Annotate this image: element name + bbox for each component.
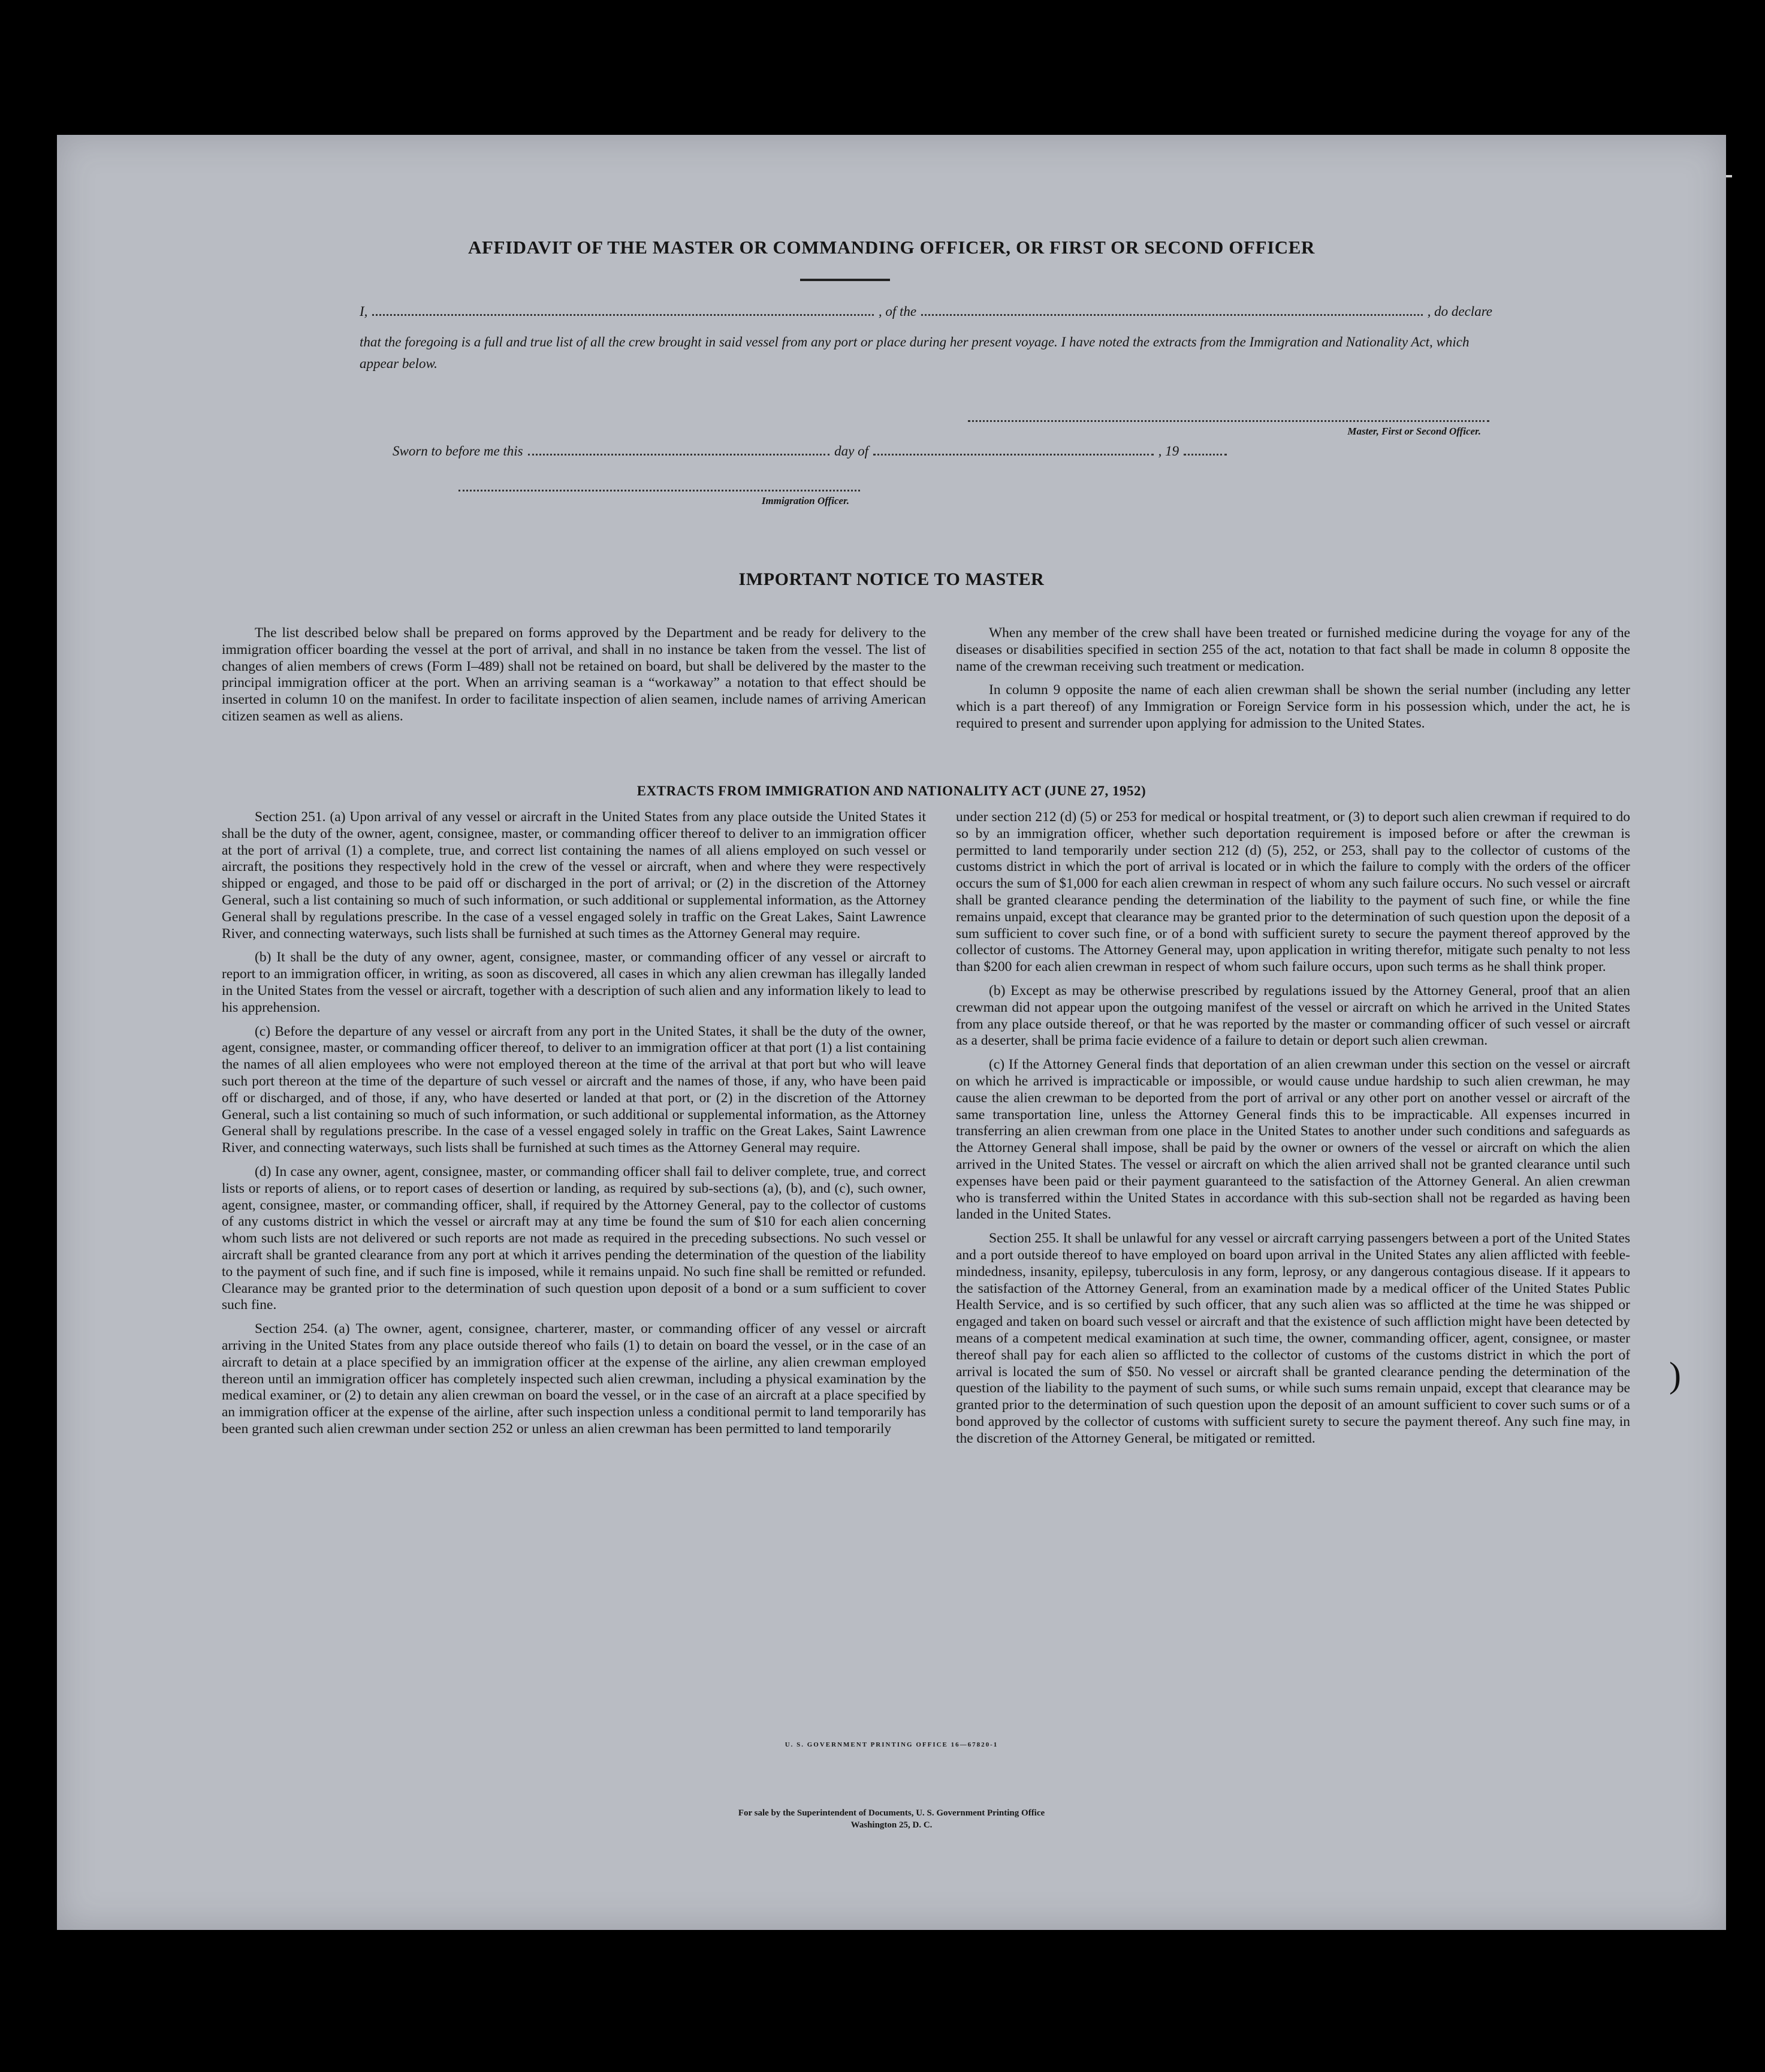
- notice-left-column: [222, 625, 926, 725]
- notice-paragraph: When any member of the crew shall have been treated or furnished medicine during the voyage for any of the diseases or disabilities specified in section 255 of the act, notation to that fact shall be made in column 8 opposite the name of the crewman receiving such treatment or medication.: [956, 625, 1630, 674]
- notice-right-column: [956, 625, 1630, 732]
- label-of-the: , of the: [878, 304, 917, 319]
- section-251-d: (d) In case any owner, agent, consignee, master, or commanding officer shall fail to deliver complete, true, and correct lists or reports of aliens, or to report cases of desertion or landing, as required by sub-sections (a), (b), and (c), such owner, agent, consignee, master, or commanding officer, shall, if required by the Attorney General, pay to the collector of customs of any customs district in which the vessel or aircraft may at any time be found the sum of $10 for each alien concerning whom such lists are not delivered or such reports are not made as required in the preceding subsections. No such vessel or aircraft shall be granted clearance from any port at which it arrives pending the determination of the question of the liability to the payment of such fine, and if such fine is imposed, while it remains unpaid. No such fine shall be remitted or refunded. Clearance may be granted prior to the determination of such question upon deposit of a bond or a sum sufficient to cover such fine.: [222, 1163, 926, 1313]
- title-rule: [800, 279, 890, 281]
- document-page: [57, 135, 1726, 1930]
- sale-line-1: For sale by the Superintendent of Documents, U. S. Government Printing Office: [738, 1808, 1045, 1818]
- section-255: Section 255. It shall be unlawful for any vessel or aircraft carrying passengers between a port of the United States and a port outside thereof to have employed on board upon arrival in the United States any alien afflicted with feeble-mindedness, insanity, epilepsy, tuberculosis in any form, leprosy, or any dangerous contagious disease. If it appears to the satisfaction of the Attorney General, from an examination made by a medical officer of the United States Public Health Service, and is so certified by such officer, that any such alien was so afflicted at the time he was shipped or engaged and taken on board such vessel or aircraft and that the existence of such affliction might have been detected by means of a competent medical examination at such time, the owner, commanding officer, agent, consignee, or master thereof shall pay for each alien so afflicted to the collector of customs of the customs district in which the port of arrival is located the sum of $50. No vessel or aircraft shall be granted clearance pending the determination of the question of the liability to the payment of such sums, or while such sums remain unpaid, except that clearance may be granted prior to the determination of such question upon the deposit of an amount sufficient to cover such sums or of a bond approved by the collector of customs with sufficient surety to secure the payment thereof. Any such fine may, in the discretion of the Attorney General, be mitigated or remitted.: [956, 1230, 1630, 1446]
- section-254-a: Section 254. (a) The owner, agent, consignee, charterer, master, or commanding officer of any vessel or aircraft arriving in the United States from any place outside thereof who fails (1) to detain on board the vessel, or in the case of an aircraft to detain at a place specified by an immigration officer at the expense of the airline, any alien crewman employed thereon until an immigration officer has completely inspected such alien crewman, including a physical examination by the medical examiner, or (2) to detain any alien crewman on board the vessel, or in the case of an aircraft at a place specified by an immigration officer at the expense of the airline, after such inspection unless a conditional permit to land temporarily has been granted such alien crewman under section 252 or unless an alien crewman has been permitted to land temporarily: [222, 1321, 926, 1437]
- affidavit-title: AFFIDAVIT OF THE MASTER OR COMMANDING OFFICER, OR FIRST OR SECOND OFFICER: [467, 237, 1316, 258]
- section-251-b: (b) It shall be the duty of any owner, agent, consignee, master, or commanding officer of any vessel or aircraft to report to an immigration officer, in writing, as soon as discovered, all cases in which any alien crewman has illegally landed in the United States from the vessel or aircraft, together with a description of such alien and any information likely to lead to his apprehension.: [222, 949, 926, 1015]
- section-251-c: (c) Before the departure of any vessel or aircraft from any port in the United States, it shall be the duty of the owner, agent, consignee, master, or commanding officer thereof, to deliver to an immigration officer at that port (1) a list containing the names of all alien employees who were not employed thereon at the time of the arrival at that port but who will leave such port thereon at the time of the departure of such vessel or aircraft and the names of those, if any, who have been paid off or discharged, and of those, if any, who have deserted or landed at that port, or (2) in the discretion of the Attorney General, such a list containing so much of such information, or such additional or supplemental information, as the Attorney General shall by regulations prescribe. In the case of a vessel engaged solely in traffic on the Great Lakes, Saint Lawrence River, and connecting waterways, such lists shall be furnished at such times as the Attorney General may require.: [222, 1023, 926, 1156]
- extracts-right-column: [956, 809, 1630, 1447]
- immigration-signature: [458, 490, 860, 507]
- notice-paragraph: The list described below shall be prepared on forms approved by the Department and be ready for delivery to the immigration officer boarding the vessel at the port of arrival, and shall in no instance be taken from the vessel. The list of changes of alien members of crews (Form I–489) shall not be retained on board, but shall be delivered by the master to the principal immigration officer at the port. When an arriving seaman is a “workaway” a notation to that effect should be inserted in column 10 on the manifest. In order to facilitate inspection of alien seamen, include names of arriving American citizen seamen as well as aliens.: [222, 625, 926, 724]
- declaration-line: [360, 304, 1492, 319]
- name-blank[interactable]: [372, 313, 873, 316]
- notice-paragraph: In column 9 opposite the name of each alien crewman shall be shown the serial number (including any letter which is a part thereof) of any Immigration or Foreign Service form in his possession which, under the act, he is required to present and surrender upon applying for admission to the United States.: [956, 682, 1630, 731]
- label-sworn: Sworn to before me this: [393, 444, 523, 459]
- immigration-signature-label: Immigration Officer.: [761, 495, 849, 506]
- master-signature-label: Master, First or Second Officer.: [1347, 426, 1481, 437]
- section-251-a: Section 251. (a) Upon arrival of any vessel or aircraft in the United States from any place outside the United States it shall be the duty of the owner, agent, consignee, master, or commanding officer thereof to deliver to an immigration officer at the port of arrival (1) a complete, true, and correct list containing the names of all aliens employed on such vessel or aircraft, the positions they respectively hold in the crew of the vessel or aircraft, when and where they were respectively shipped or engaged, and those to be paid off or discharged in the port of arrival; or (2) in the discretion of the Attorney General, such a list containing so much of such information, or such additional or supplemental information, as the Attorney General shall by regulations prescribe. In the case of a vessel engaged solely in traffic on the Great Lakes, Saint Lawrence River, and connecting waterways, such lists shall be furnished at such times as the Attorney General may require.: [222, 809, 926, 942]
- sworn-day-blank[interactable]: [528, 453, 830, 456]
- declaration-text: that the foregoing is a full and true list of all the crew brought in said vessel from any port or place during her present voyage. I have noted the extracts from the Immigration and Nationality Act, which appear below.: [360, 334, 1470, 371]
- label-i: I,: [360, 304, 368, 319]
- section-254-b: (b) Except as may be otherwise prescribed by regulations issued by the Attorney General, proof that an alien crewman did not appear upon the outgoing manifest of the vessel or aircraft on which he arrived in the United States from any place outside thereof, or that he was reported by the master or commanding officer of such vessel or aircraft as a deserter, shall be prima facie evidence of a failure to detain or deport such alien crewman.: [956, 982, 1630, 1049]
- label-do-declare: , do declare: [1427, 304, 1493, 319]
- margin-mark: ): [1669, 1355, 1681, 1395]
- section-254-a-continued: under section 212 (d) (5) or 253 for medical or hospital treatment, or (3) to deport such alien crewman if required to do so by an immigration officer, whether such deportation requirement is imposed before or after the crewman is permitted to land temporarily under section 212 (d) (5), 252, or 253, shall pay to the collector of customs of the customs district in which the port of arrival is located or in which the failure to comply with the orders of the officer occurs the sum of $1,000 for each alien crewman in respect of whom any such failure occurs. No such vessel or aircraft shall be granted clearance pending the determination of the liability to the payment of such fine, or while the fine remains unpaid, except that clearance may be granted prior to the determination of such question upon the deposit of a sum sufficient to cover such fine, or of a bond with sufficient surety to secure the payment thereof approved by the collector of customs. The Attorney General may, upon application in writing therefor, mitigate such penalty to not less than $200 for each alien crewman in respect of whom such failure occurs, upon such terms as he shall think proper.: [956, 809, 1630, 975]
- immigration-signature-line[interactable]: [458, 490, 860, 491]
- sworn-month-blank[interactable]: [873, 453, 1154, 456]
- sworn-line: [393, 444, 1232, 459]
- notice-title: IMPORTANT NOTICE TO MASTER: [738, 569, 1045, 589]
- label-day-of: day of: [834, 444, 869, 459]
- extracts-title: EXTRACTS FROM IMMIGRATION AND NATIONALITY ACT (JUNE 27, 1952): [636, 783, 1147, 798]
- extracts-left-column: [222, 809, 926, 1438]
- sale-notice: [57, 1807, 1726, 1831]
- section-254-c: (c) If the Attorney General finds that deportation of an alien crewman under this section on the vessel or aircraft on which he arrived is impracticable or impossible, or would cause undue hardship to such alien crewman, he may cause the alien crewman to be deported from the port of arrival or any other port on another vessel or aircraft of the same transportation line, unless the Attorney General finds this to be impracticable. All expenses incurred in transferring an alien crewman from one place in the United States to another under such conditions and safeguards as the Attorney General shall impose, shall be paid by the owner or owners of the vessel or aircraft on which the alien arrived in the United States. The vessel or aircraft on which the alien arrived shall not be granted clearance until such expenses have been paid or their payment guaranteed to the satisfaction of the Attorney General. An alien crewman who is transferred within the United States in accordance with this sub-section shall not be regarded as having been landed in the United States.: [956, 1057, 1630, 1223]
- sale-line-2: Washington 25, D. C.: [850, 1820, 933, 1830]
- vessel-blank[interactable]: [921, 313, 1422, 316]
- sworn-year-blank[interactable]: [1184, 453, 1227, 456]
- master-signature-line[interactable]: [968, 420, 1489, 422]
- printing-office-line: U. S. GOVERNMENT PRINTING OFFICE 16—67820-1: [785, 1741, 998, 1748]
- label-year: , 19: [1158, 444, 1179, 459]
- master-signature: [968, 420, 1489, 438]
